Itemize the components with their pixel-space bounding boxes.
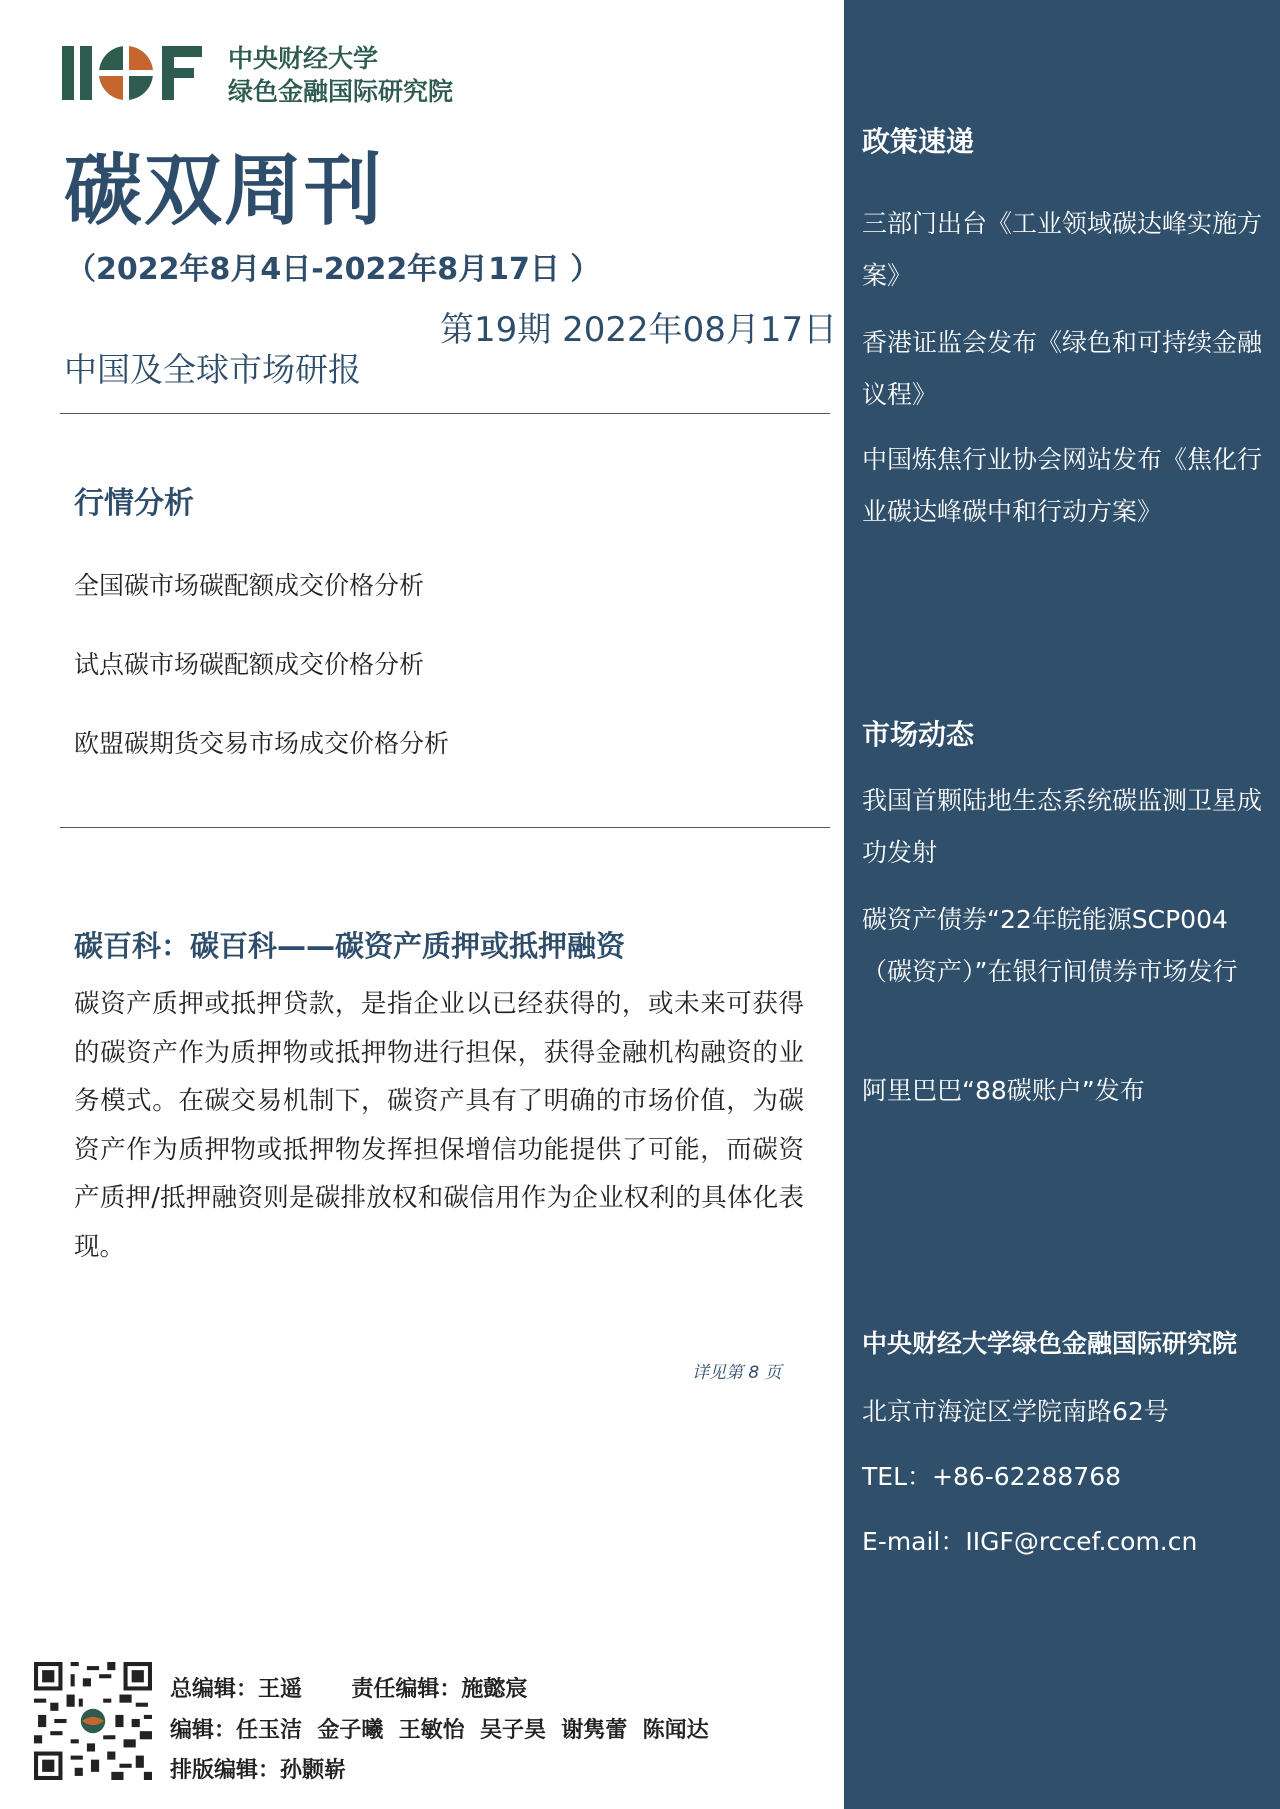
- policy-item[interactable]: 三部门出台《工业领域碳达峰实施方案》: [862, 209, 1263, 290]
- credit-chief-editor: 总编辑：王遥: [170, 1677, 303, 1702]
- org-line-1: 中央财经大学: [228, 44, 379, 73]
- date-range: （2022年8月4日-2022年8月17日 ）: [66, 252, 601, 287]
- analysis-item[interactable]: 试点碳市场碳配额成交价格分析: [74, 650, 425, 679]
- divider: [60, 827, 830, 828]
- section-heading-wiki: 碳百科：碳百科——碳资产质押或抵押融资: [74, 929, 626, 963]
- market-item[interactable]: 阿里巴巴“88碳账户”发布: [862, 1076, 1145, 1105]
- issue-number: 第19期 2022年08月17日: [440, 310, 838, 350]
- credit-layout-editor: 排版编辑：孙颢崭: [170, 1758, 347, 1783]
- credit-responsible-editor: 责任编辑：施懿宸: [351, 1677, 528, 1702]
- subtitle: 中国及全球市场研报: [64, 350, 361, 389]
- org-name-logo: [228, 42, 453, 108]
- contact-tel: TEL：+86-62288768: [862, 1462, 1122, 1491]
- analysis-item[interactable]: 全国碳市场碳配额成交价格分析: [74, 571, 425, 600]
- contact-email[interactable]: E-mail：IIGF@rccef.com.cn: [862, 1527, 1198, 1556]
- policy-item[interactable]: 香港证监会发布《绿色和可持续金融议程》: [862, 328, 1263, 409]
- contact-address: 北京市海淀区学院南路62号: [862, 1397, 1169, 1426]
- credit-editors: 编辑：任玉洁 金子曦 王敏怡 吴子昊 谢隽蕾 陈闻达: [170, 1718, 709, 1743]
- org-line-2: 绿色金融国际研究院: [228, 77, 454, 106]
- svg-text:IIGF: IIGF: [62, 40, 64, 41]
- wiki-body-text: 碳资产质押或抵押贷款，是指企业以已经获得的，或未来可获得的碳资产作为质押物或抵押物进行担保，获得金融机构融资的业务模式。在碳交易机制下，碳资产具有了明确的市场价值，为碳资产作为质押物或抵押物发挥担保增信功能提供了可能，而碳资产质押/抵押融资则是碳排放权和碳信用作为企业权利的具体化表现。: [74, 989, 804, 1262]
- policy-item[interactable]: 中国炼焦行业协会网站发布《焦化行业碳达峰碳中和行动方案》: [862, 445, 1263, 526]
- divider: [60, 413, 830, 414]
- credit-chief-editors: [170, 1672, 527, 1703]
- market-item[interactable]: 碳资产债券“22年皖能源SCP004（碳资产）”在银行间债券市场发行: [862, 905, 1238, 986]
- contact-org-name: 中央财经大学绿色金融国际研究院: [862, 1329, 1238, 1358]
- iigf-logo: [62, 40, 212, 106]
- section-heading-policy: 政策速递: [862, 125, 975, 158]
- qr-code-icon: [34, 1662, 152, 1780]
- analysis-item[interactable]: 欧盟碳期货交易市场成交价格分析: [74, 729, 450, 758]
- section-heading-market: 市场动态: [862, 718, 975, 751]
- section-heading-analysis: 行情分析: [74, 486, 194, 521]
- see-page-link[interactable]: 详见第 8 页: [692, 1363, 782, 1383]
- page-title: 碳双周刊: [64, 146, 385, 236]
- market-item[interactable]: 我国首颗陆地生态系统碳监测卫星成功发射: [862, 786, 1263, 867]
